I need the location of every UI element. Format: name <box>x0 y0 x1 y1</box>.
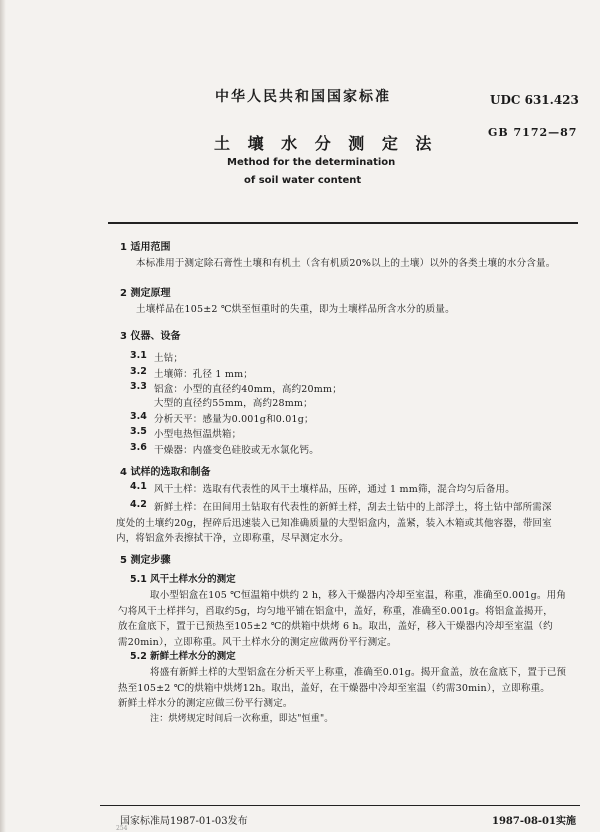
scan-edge <box>0 0 6 832</box>
paragraph-line: 热至105±2 ℃的烘箱中烘烤12h。取出，盖好，在干燥器中冷却至室温（约需30min），立即称重。 <box>118 683 550 694</box>
issue-date: 国家标准局1987-01-03发布 <box>120 816 248 827</box>
paragraph-line: 需20min），立即称重。风干土样水分的测定应做两份平行测定。 <box>118 637 397 648</box>
item-text: 土壤筛：孔径 1 mm； <box>154 369 254 380</box>
item-text: 干燥器：内盛变色硅胶或无水氯化钙。 <box>154 445 319 456</box>
english-title-line-1: Method for the determination <box>227 157 396 168</box>
item-number: 3.5 <box>130 426 147 437</box>
item-number: 3.4 <box>130 411 147 422</box>
paragraph-line: 内，将铝盒外表擦拭干净，立即称重，尽早测定水分。 <box>116 533 349 544</box>
paragraph-line: 风干土样：选取有代表性的风干土壤样品，压碎，通过 1 mm筛，混合均匀后备用。 <box>154 484 515 495</box>
paragraph-line: 新鲜土样：在田间用土钻取有代表性的新鲜土样，刮去土钻中的上部浮土，将土钻中部所需深 <box>154 502 552 513</box>
section-2-heading: 2 测定原理 <box>120 288 171 299</box>
issuing-country-header: 中华人民共和国国家标准 <box>215 89 391 105</box>
item-number: 3.3 <box>130 381 147 392</box>
item-text: 分析天平：感量为0.001g和0.01g； <box>154 414 314 425</box>
english-title-line-2: of soil water content <box>244 175 362 186</box>
item-number: 3.1 <box>130 350 147 361</box>
footer-divider <box>100 805 580 806</box>
section-3-heading: 3 仪器、设备 <box>120 331 181 342</box>
section-1-text: 本标准用于测定除石膏性土壤和有机土（含有机质20%以上的土壤）以外的各类土壤的水分含量。 <box>136 258 556 269</box>
item-text: 铝盒：小型的直径约40mm，高约20mm； <box>154 384 342 395</box>
subsection-number: 4.2 <box>130 499 147 510</box>
item-text: 小型电热恒温烘箱； <box>154 429 242 440</box>
paragraph-line: 度处的土壤约20g，捏碎后迅速装入已知准确质量的大型铝盒内，盖紧，装入木箱或其他容器，带回室 <box>116 518 552 529</box>
page-number: 254 <box>116 825 128 832</box>
paragraph-line: 取小型铝盒在105 ℃恒温箱中烘约 2 h，移入干燥器内冷却至室温，称重，准确至0.001g。用角 <box>150 590 567 601</box>
header-divider <box>108 222 578 224</box>
paragraph-line: 将盛有新鲜土样的大型铝盒在分析天平上称重，准确至0.01g。揭开盒盖，放在盒底下，置于已预 <box>150 667 567 678</box>
item-number: 3.6 <box>130 442 147 453</box>
document-title: 土 壤 水 分 测 定 法 <box>214 134 438 153</box>
standard-number: GB 7172—87 <box>488 126 578 139</box>
subsection-number: 4.1 <box>130 481 147 492</box>
section-5-heading: 5 测定步骤 <box>120 555 171 566</box>
paragraph-line: 放在盒底下，置于已预热至105±2 ℃的烘箱中烘烤 6 h。取出，盖好，移入干燥器内冷却至室温（约 <box>118 621 553 632</box>
item-text: 土钻； <box>154 353 184 364</box>
section-2-text: 土壤样品在105±2 ℃烘至恒重时的失重，即为土壤样品所含水分的质量。 <box>136 304 455 315</box>
section-1-heading: 1 适用范围 <box>120 242 171 253</box>
paragraph-line: 新鲜土样水分的测定应做三份平行测定。 <box>118 698 293 709</box>
subsection-5-1-heading: 5.1 风干土样水分的测定 <box>130 574 236 585</box>
item-number: 3.2 <box>130 366 147 377</box>
udc-code: UDC 631.423 <box>490 93 579 107</box>
effective-date: 1987-08-01实施 <box>492 816 576 827</box>
section-4-heading: 4 试样的选取和制备 <box>120 467 211 478</box>
item-text-continued: 大型的直径约55mm，高约28mm； <box>154 398 313 409</box>
paragraph-line: 勺将风干土样拌匀，舀取约5g，均匀地平铺在铝盒中，盖好，称重，准确至0.001g。将铝盒盖揭开， <box>118 606 554 617</box>
note-text: 注：烘烤规定时间后一次称重，即达"恒重"。 <box>150 714 334 724</box>
subsection-5-2-heading: 5.2 新鲜土样水分的测定 <box>130 651 236 662</box>
